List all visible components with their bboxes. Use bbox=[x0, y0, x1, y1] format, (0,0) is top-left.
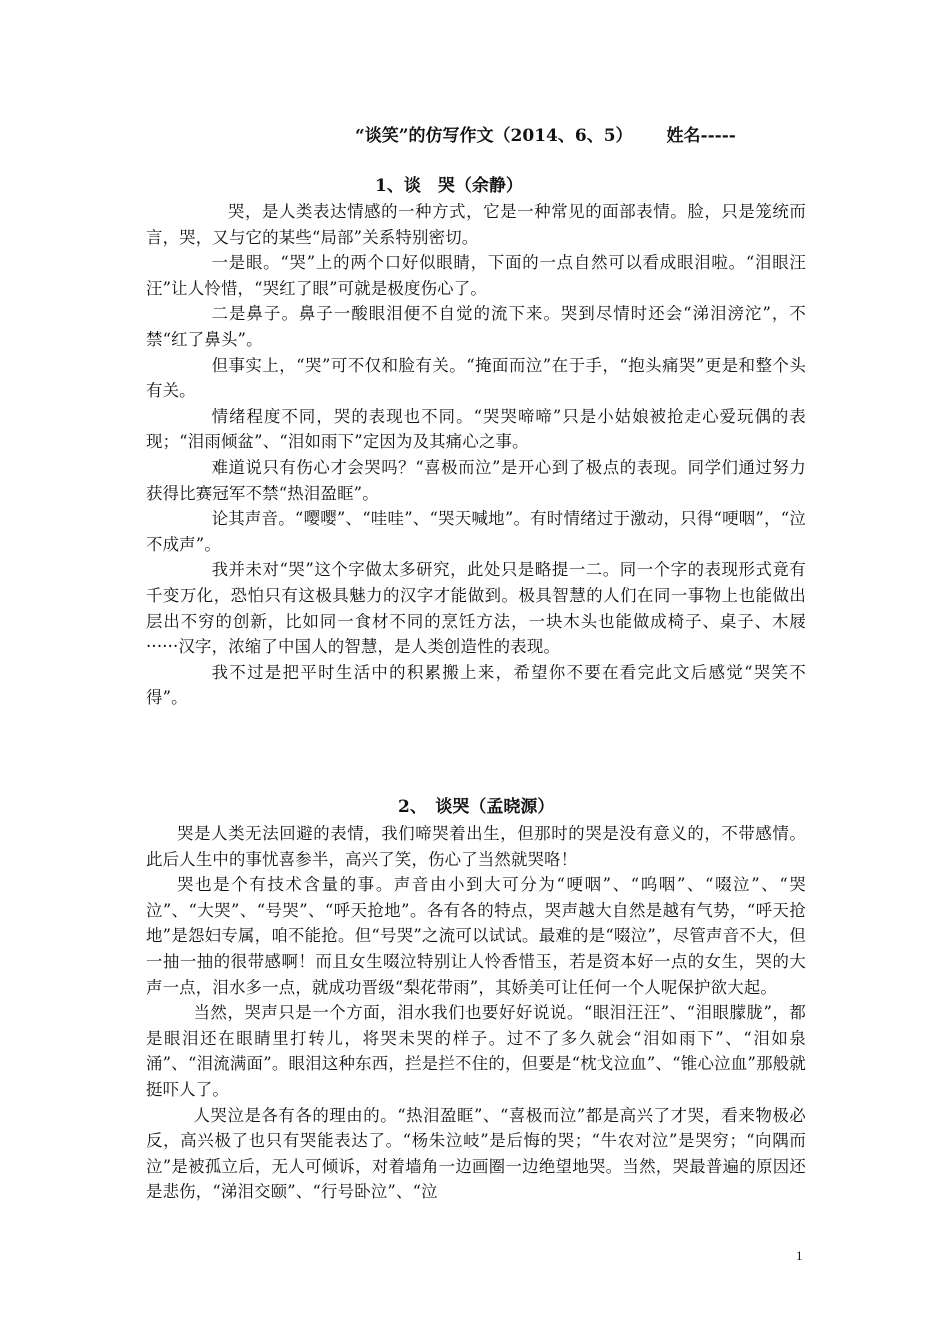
section2-body bbox=[146, 821, 806, 1205]
section1-heading: 1、谈 哭（余静） bbox=[375, 176, 523, 196]
paragraph: 哭，是人类表达情感的一种方式，它是一种常见的面部表情。脸，只是笼统而言，哭，又与它的某些“局部”关系特别密切。 bbox=[146, 202, 806, 247]
paragraph: 哭也是个有技术含量的事。声音由小到大可分为“哽咽”、“呜咽”、“啜泣”、“哭泣”、“大哭”、“号哭”、“呼天抢地”。各有各的特点，哭声越大自然是越有气势，“呼天抢地”是怨妇专属，咱不能抢。但“号哭”之流可以试试。最难的是“啜泣”，尽管声音不大，但一抽一抽的很带感啊！而且女生啜泣特别让人怜香惜玉，若是资本好一点的女生，哭的大声一点，泪水多一点，就成功晋级“梨花带雨”，其娇美可让任何一个人呢保护欲大起。 bbox=[146, 875, 806, 997]
page-number: 1 bbox=[796, 1248, 803, 1263]
paragraph: 情绪程度不同，哭的表现也不同。“哭哭啼啼”只是小姑娘被抢走心爱玩偶的表现；“泪雨倾盆”、“泪如雨下”定因为及其痛心之事。 bbox=[146, 406, 806, 452]
paragraph: 二是鼻子。鼻子一酸眼泪便不自觉的流下来。哭到尽情时还会“涕泪滂沱”，不禁“红了鼻头”。 bbox=[146, 304, 806, 349]
paragraph: 当然，哭声只是一个方面，泪水我们也要好好说说。“眼泪汪汪”、“泪眼朦胧”，都是眼泪还在眼睛里打转儿，将哭未哭的样子。过不了多久就会“泪如雨下”、“泪如泉涌”、“泪流满面”。眼泪这种东西，拦是拦不住的，但要是“枕戈泣血”、“锥心泣血”那般就挺吓人了。 bbox=[146, 1003, 806, 1099]
document-title-text: “谈笑”的仿写作文（2014、6、5） bbox=[355, 126, 633, 146]
section2-heading: 2、 谈哭（孟晓源） bbox=[398, 797, 555, 817]
section1-body bbox=[146, 199, 806, 711]
paragraph: 难道说只有伤心才会哭吗？“喜极而泣”是开心到了极点的表现。同学们通过努力获得比赛冠军不禁“热泪盈眶”。 bbox=[146, 457, 806, 503]
document-title bbox=[355, 123, 875, 149]
paragraph: 人哭泣是各有各的理由的。“热泪盈眶”、“喜极而泣”都是高兴了才哭，看来物极必反，高兴极了也只有哭能表达了。“杨朱泣岐”是后悔的哭；“牛农对泣”是哭穷；“向隅而泣”是被孤立后，无人可倾诉，对着墙角一边画圈一边绝望地哭。当然，哭最普遍的原因还是悲伤，“涕泪交颐”、“行号卧泣”、“泣 bbox=[146, 1105, 806, 1202]
paragraph: 一是眼。“哭”上的两个口好似眼睛，下面的一点自然可以看成眼泪啦。“泪眼汪汪”让人怜惜，“哭红了眼”可就是极度伤心了。 bbox=[146, 253, 806, 298]
paragraph: 哭是人类无法回避的表情，我们啼哭着出生，但那时的哭是没有意义的，不带感情。此后人生中的事忧喜参半，高兴了笑，伤心了当然就哭咯！ bbox=[146, 824, 806, 869]
paragraph: 我并未对“哭”这个字做太多研究，此处只是略提一二。同一个字的表现形式竟有千变万化，恐怕只有这极具魅力的汉字才能做到。极具智慧的人们在同一事物上也能做出层出不穷的创新，比如同一食材不同的烹饪方法，一块木头也能做成椅子、桌子、木屐······汉字，浓缩了中国人的智慧，是人类创造性的表现。 bbox=[146, 560, 806, 657]
paragraph: 但事实上，“哭”可不仅和脸有关。“掩面而泣”在于手，“抱头痛哭”更是和整个头有关。 bbox=[146, 355, 806, 401]
name-field: 姓名----- bbox=[666, 126, 736, 146]
paragraph: 论其声音。“嘤嘤”、“哇哇”、“哭天喊地”。有时情绪过于激动，只得“哽咽”，“泣不成声”。 bbox=[146, 509, 806, 554]
paragraph: 我不过是把平时生活中的积累搬上来，希望你不要在看完此文后感觉“哭笑不得”。 bbox=[146, 662, 806, 708]
